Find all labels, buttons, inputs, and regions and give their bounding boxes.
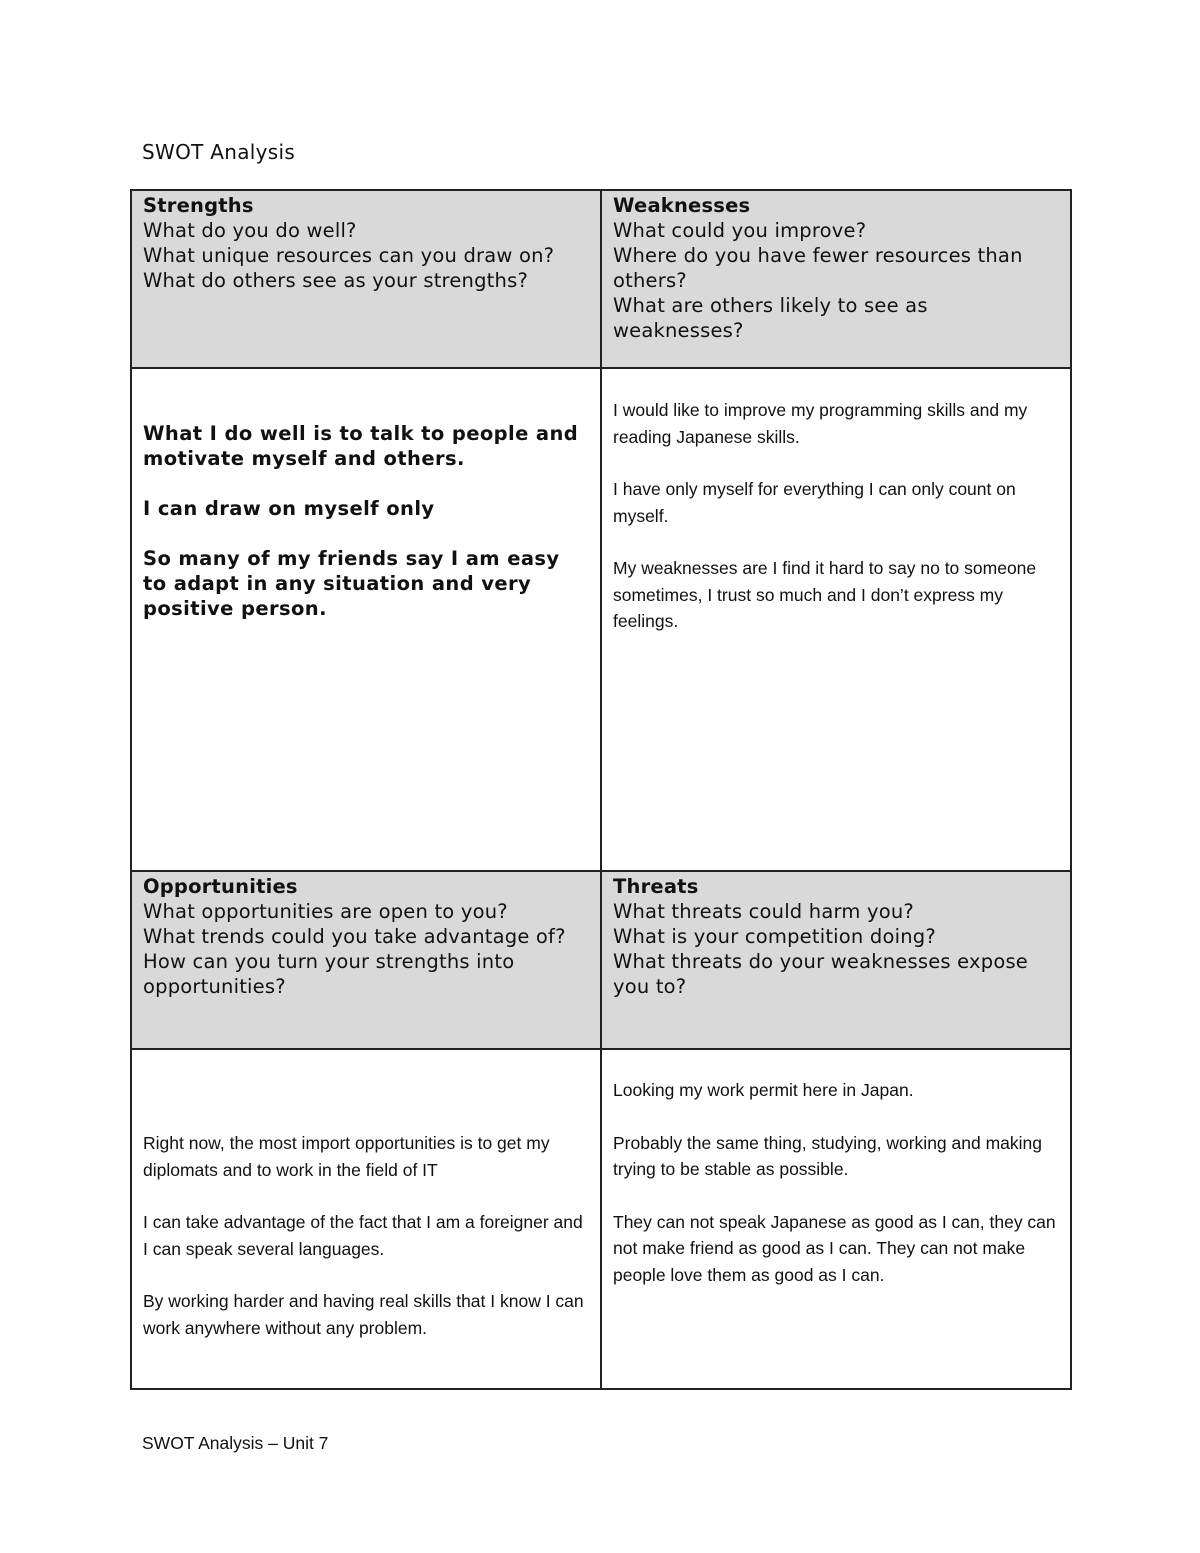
opportunities-answer-cell bbox=[131, 1049, 601, 1389]
weaknesses-question: What are others likely to see as weaknesses? bbox=[613, 294, 928, 342]
swot-table bbox=[130, 189, 1072, 1390]
strengths-heading: Strengths bbox=[143, 194, 254, 217]
opportunities-answer: I can take advantage of the fact that I am a foreigner and I can speak several languages. bbox=[143, 1212, 583, 1259]
page-title: SWOT Analysis bbox=[142, 140, 296, 164]
strengths-answer: I can draw on myself only bbox=[143, 497, 435, 520]
threats-question: What threats do your weaknesses expose you to? bbox=[613, 950, 1029, 998]
weaknesses-question: What could you improve? bbox=[613, 219, 867, 242]
weaknesses-answer: I have only myself for everything I can only count on myself. bbox=[613, 479, 1016, 526]
threats-answer-cell bbox=[601, 1049, 1071, 1389]
threats-heading: Threats bbox=[613, 875, 699, 898]
weaknesses-answer: I would like to improve my programming skills and my reading Japanese skills. bbox=[613, 400, 1028, 447]
weaknesses-answer: My weaknesses are I find it hard to say no to someone sometimes, I trust so much and I don’t express my feelings. bbox=[613, 558, 1037, 631]
opportunities-question: What opportunities are open to you? bbox=[143, 900, 508, 923]
weaknesses-prompt-cell bbox=[601, 190, 1071, 368]
threats-question: What threats could harm you? bbox=[613, 900, 914, 923]
threats-answer: Looking my work permit here in Japan. bbox=[613, 1080, 914, 1100]
answer-row-bottom bbox=[131, 1049, 1071, 1389]
strengths-question: What unique resources can you draw on? bbox=[143, 244, 555, 267]
opportunities-prompt-cell bbox=[131, 871, 601, 1049]
answer-row-top bbox=[131, 368, 1071, 871]
strengths-answer-cell bbox=[131, 368, 601, 871]
opportunities-answer: Right now, the most import opportunities is to get my diplomats and to work in the field of IT bbox=[143, 1133, 550, 1180]
weaknesses-question: Where do you have fewer resources than others? bbox=[613, 244, 1023, 292]
threats-answer: Probably the same thing, studying, working and making trying to be stable as possible. bbox=[613, 1132, 1042, 1179]
prompt-row-top bbox=[131, 190, 1071, 368]
prompt-row-bottom bbox=[131, 871, 1071, 1049]
threats-answer: They can not speak Japanese as good as I can, they can not make friend as good as I can. They can not make people love them as good as I can. bbox=[613, 1211, 1056, 1285]
opportunities-heading: Opportunities bbox=[143, 875, 298, 898]
weaknesses-answer-cell bbox=[601, 368, 1071, 871]
strengths-question: What do others see as your strengths? bbox=[143, 269, 528, 292]
opportunities-answer: By working harder and having real skills that I know I can work anywhere without any problem. bbox=[143, 1291, 584, 1338]
page-footer: SWOT Analysis – Unit 7 bbox=[142, 1433, 329, 1453]
weaknesses-heading: Weaknesses bbox=[613, 194, 751, 217]
threats-prompt-cell bbox=[601, 871, 1071, 1049]
strengths-answer: What I do well is to talk to people and motivate myself and others. bbox=[143, 422, 579, 470]
strengths-question: What do you do well? bbox=[143, 219, 357, 242]
threats-question: What is your competition doing? bbox=[613, 925, 936, 948]
opportunities-question: What trends could you take advantage of? bbox=[143, 925, 566, 948]
strengths-answer: So many of my friends say I am easy to adapt in any situation and very positive person. bbox=[143, 547, 560, 620]
strengths-prompt-cell bbox=[131, 190, 601, 368]
opportunities-question: How can you turn your strengths into opportunities? bbox=[143, 950, 515, 998]
